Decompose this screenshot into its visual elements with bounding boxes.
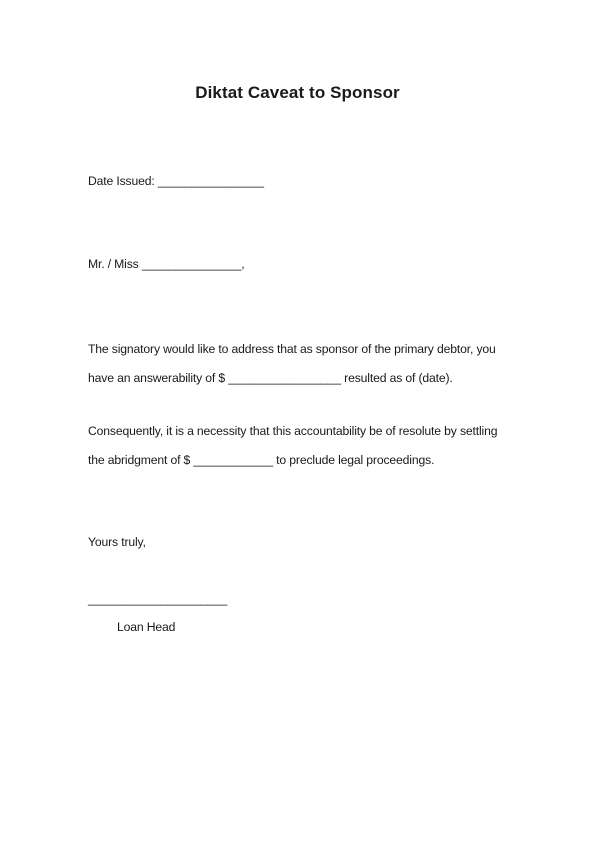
salutation-line: Mr. / Miss _______________, xyxy=(88,257,245,271)
signature-line: _____________________ xyxy=(88,592,228,606)
date-issued-line: Date Issued: ________________ xyxy=(88,174,264,188)
paragraph-2-line-2: the abridgment of $ ____________ to preclude legal proceedings. xyxy=(88,453,435,467)
paragraph-2-line-1: Consequently, it is a necessity that this accountability be of resolute by settling xyxy=(88,424,498,438)
signatory-name: Loan Head xyxy=(117,620,176,634)
document-title: Diktat Caveat to Sponsor xyxy=(195,83,400,102)
closing-line: Yours truly, xyxy=(88,535,146,549)
paragraph-1-line-1: The signatory would like to address that as sponsor of the primary debtor, you xyxy=(88,342,496,356)
paragraph-1-line-2: have an answerability of $ _________________ resulted as of (date). xyxy=(88,371,453,385)
